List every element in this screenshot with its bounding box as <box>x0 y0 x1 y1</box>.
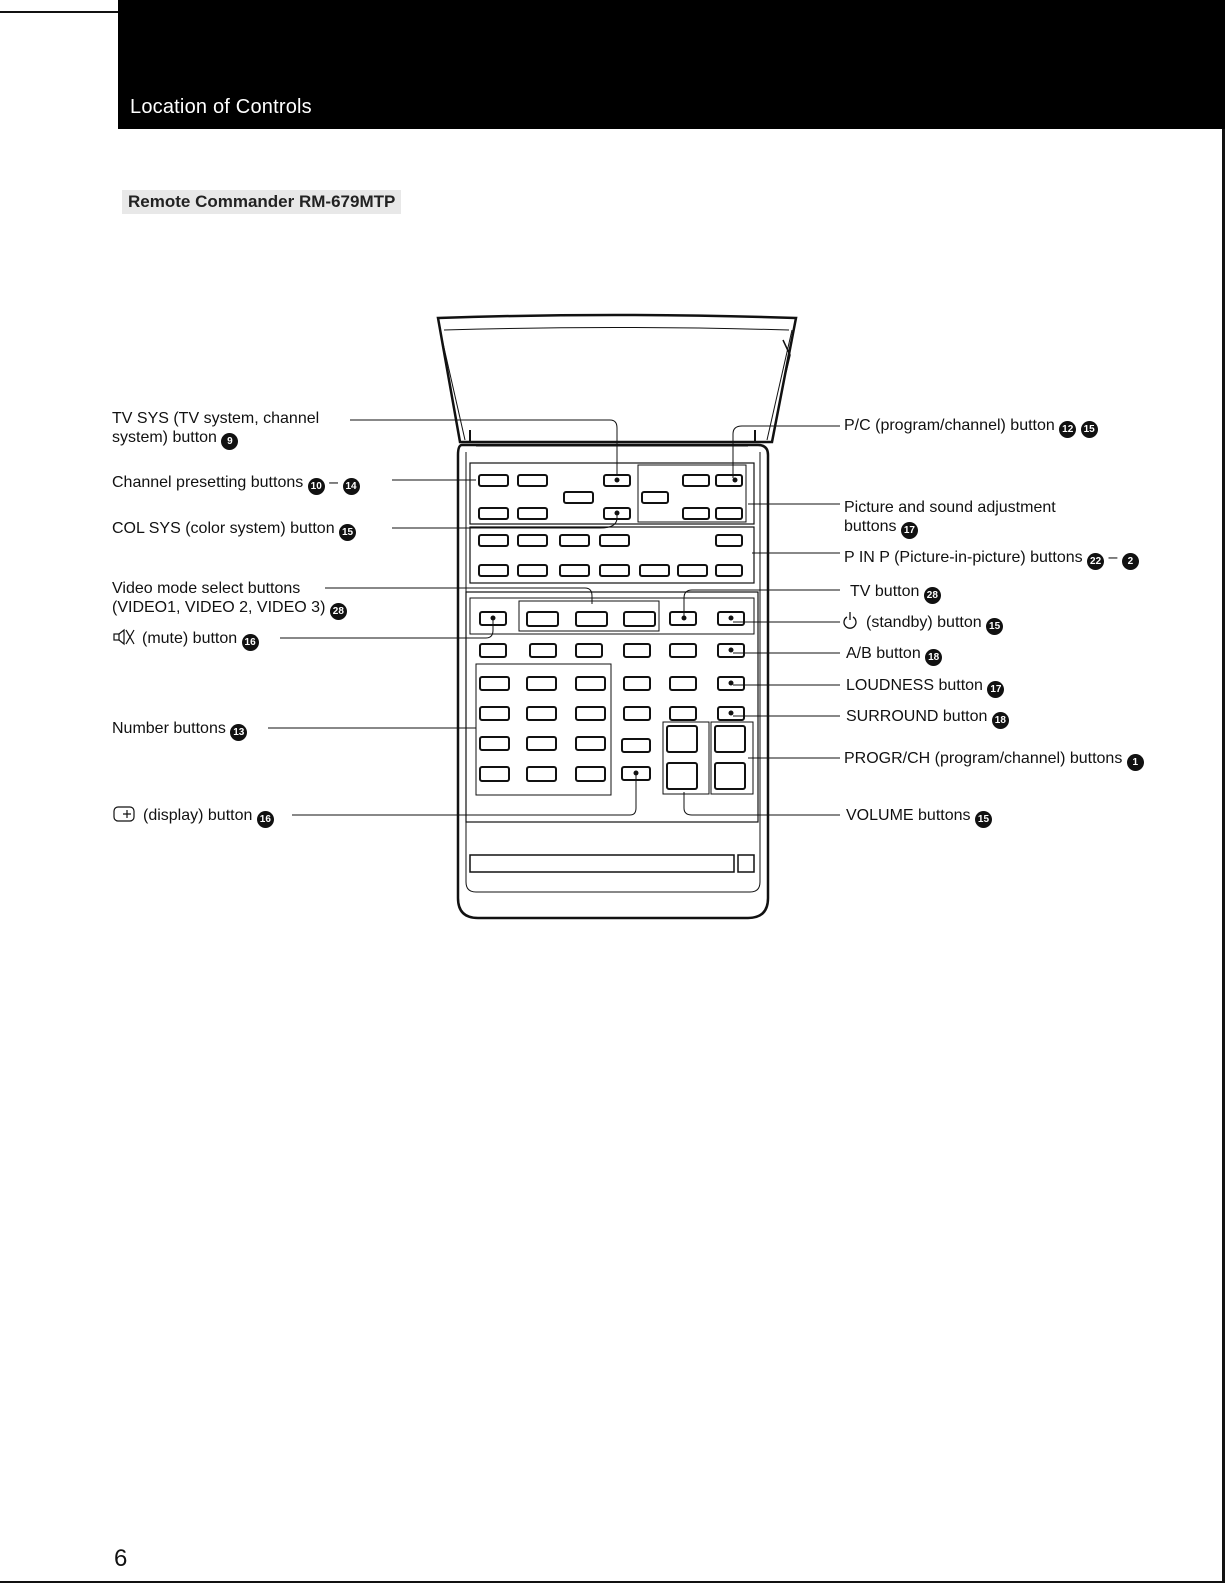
number-buttons-label: Number buttons 13 <box>112 719 247 741</box>
remote-body <box>458 430 768 918</box>
col-sys-label: COL SYS (color system) button 15 <box>112 519 356 541</box>
ref-number: 9 <box>221 433 238 450</box>
page-number: 6 <box>114 1545 128 1572</box>
standby-label: (standby) button 15 <box>866 613 1003 635</box>
loudness-label: LOUDNESS button 17 <box>846 676 1004 698</box>
pinp-label: P IN P (Picture-in-picture) buttons 22 – 2 <box>844 548 1139 570</box>
tv-button-label: TV button 28 <box>850 582 941 604</box>
remote-lid <box>438 315 796 442</box>
mute-label: (mute) button 16 <box>142 629 259 651</box>
channel-presetting-label: Channel presetting buttons 10 – 14 <box>112 473 360 495</box>
display-label: (display) button 16 <box>143 806 274 828</box>
ab-label: A/B button 18 <box>846 644 942 666</box>
pc-label: P/C (program/channel) button 12 15 <box>844 416 1098 438</box>
page-title: Location of Controls <box>130 96 312 118</box>
section-title: Remote Commander RM-679MTP <box>122 190 401 214</box>
volume-label: VOLUME buttons 15 <box>846 806 992 828</box>
mute-speaker-icon <box>114 630 134 644</box>
power-standby-icon <box>844 612 856 628</box>
progr-ch-label: PROGR/CH (program/channel) buttons 1 <box>844 749 1144 771</box>
display-icon <box>114 807 134 821</box>
picture-sound-label: Picture and sound adjustment buttons 17 <box>844 498 1056 539</box>
video-mode-label: Video mode select buttons (VIDEO1, VIDEO 2, VIDEO 3) 28 <box>112 579 347 620</box>
tv-sys-label: TV SYS (TV system, channel system) button 9 <box>112 409 319 450</box>
surround-label: SURROUND button 18 <box>846 707 1009 729</box>
